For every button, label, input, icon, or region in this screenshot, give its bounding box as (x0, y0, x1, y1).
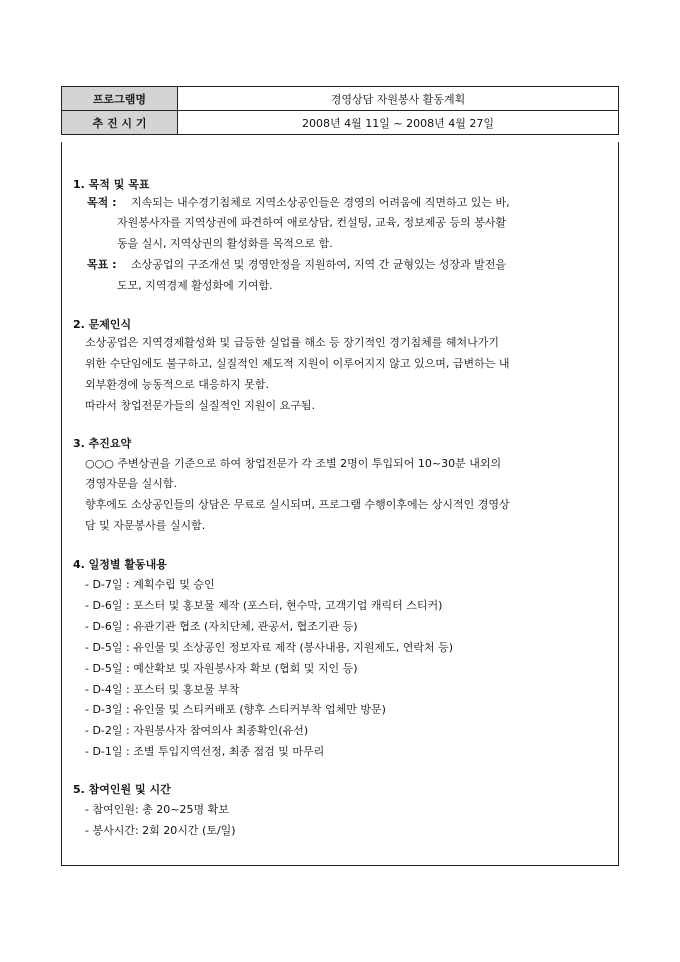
list-item: - D-4일 : 포스터 및 홍보물 부착 (85, 683, 240, 696)
list-item: - D-6일 : 포스터 및 홍보물 제작 (포스터, 현수막, 고객기업 캐릭터 스티커) (85, 599, 443, 612)
program-name-value: 경영상담 자원봉사 활동계획 (178, 87, 619, 111)
summary-line-2: 경영자문을 실시함. (85, 477, 178, 490)
list-item: - D-7일 : 계획수립 및 승인 (85, 578, 215, 591)
problem-line-1: 소상공업은 지역경제활성화 및 급등한 실업률 해소 등 장기적인 경기침체를 헤쳐나가기 (85, 336, 500, 349)
purpose-line-1: 지속되는 내수경기침체로 지역소상공인들은 경영의 어려움에 직면하고 있는 바, (131, 196, 510, 209)
list-item: - D-1일 : 조별 투입지역선정, 최종 점검 및 마무리 (85, 745, 325, 758)
goal-line-2: 도모, 지역경제 활성화에 기여함. (117, 279, 273, 292)
program-name-label: 프로그램명 (62, 87, 178, 111)
goal-label: 목표 : (87, 258, 117, 271)
period-label: 추 진 시 기 (62, 111, 178, 135)
problem-line-4: 따라서 창업전문가들의 실질적인 지원이 요구됨. (85, 399, 316, 412)
purpose-line-2: 자원봉사자를 지역상권에 파견하여 애로상담, 컨설팅, 교육, 정보제공 등의 봉사활 (117, 216, 507, 229)
section-4-title: 4. 일정별 활동내용 (73, 558, 167, 571)
list-item: - 봉사시간: 2회 20시간 (토/일) (85, 824, 236, 837)
info-table (61, 86, 619, 135)
list-item: - D-6일 : 유관기관 협조 (자치단체, 관공서, 협조기관 등) (85, 620, 358, 633)
list-item: - D-3일 : 유인물 및 스티커배포 (향후 스티커부착 업체만 방문) (85, 703, 386, 716)
list-item: - D-2일 : 자원봉사자 참여의사 최종확인(유선) (85, 724, 309, 737)
goal-line-1: 소상공업의 구조개선 및 경영안정을 지원하여, 지역 간 균형있는 성장과 발전을 (131, 258, 506, 271)
period-value: 2008년 4월 11일 ~ 2008년 4월 27일 (178, 111, 619, 135)
section-1-title: 1. 목적 및 목표 (73, 178, 150, 191)
section-3-title: 3. 추진요약 (73, 437, 132, 450)
summary-line-4: 담 및 자문봉사를 실시함. (85, 519, 206, 532)
list-item: - D-5일 : 예산확보 및 자원봉사자 확보 (협회 및 지인 등) (85, 662, 358, 675)
table-row (62, 111, 619, 135)
table-row (62, 87, 619, 111)
summary-line-1: ○○○ 주변상권을 기준으로 하여 창업전문가 각 조별 2명이 투입되어 10~30분 내외의 (85, 457, 502, 470)
section-2-title: 2. 문제인식 (73, 318, 132, 331)
list-item: - D-5일 : 유인물 및 소상공인 정보자료 제작 (봉사내용, 지원제도, 연락처 등) (85, 641, 454, 654)
section-5-title: 5. 참여인원 및 시간 (73, 783, 171, 796)
summary-line-3: 향후에도 소상공인들의 상담은 무료로 실시되며, 프로그램 수행이후에는 상시적인 경영상 (85, 498, 510, 511)
purpose-label: 목적 : (87, 196, 117, 209)
list-item: - 참여인원: 총 20~25명 확보 (85, 803, 229, 816)
problem-line-3: 외부환경에 능동적으로 대응하지 못함. (85, 378, 270, 391)
purpose-line-3: 동을 실시, 지역상권의 활성화를 목적으로 함. (117, 237, 333, 250)
problem-line-2: 위한 수단임에도 불구하고, 실질적인 제도적 지원이 이루어지지 않고 있으며, 급변하는 내 (85, 357, 510, 370)
